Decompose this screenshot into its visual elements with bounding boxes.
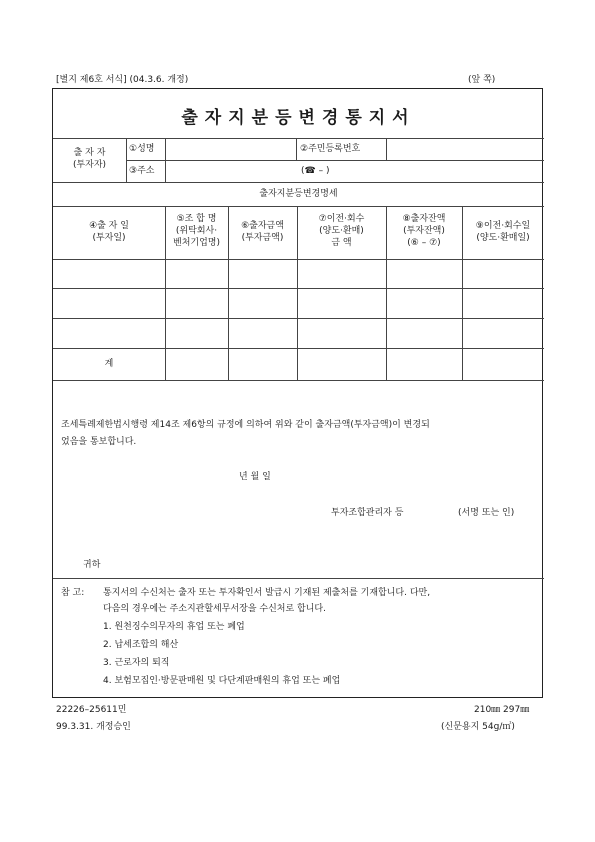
phone-hint: (☎ – ) [301,166,330,176]
table-row[interactable] [53,260,544,288]
name-field[interactable] [166,139,295,159]
name-label: ①성명 [129,144,155,154]
form-label: [별지 제6호 서식] (04.3.6. 개정) [56,75,189,85]
address-label: ③주소 [129,166,155,176]
statement-line-1: 조세특례제한법시행령 제14조 제6항의 규정에 의하여 위와 같이 출자금액(투자금액)이 변경되 [61,420,430,430]
column-header-investment-date: ④출 자 일 (투자일) [89,221,129,243]
table-row[interactable] [53,289,544,317]
notes-item: 2. 납세조합의 해산 [103,640,179,650]
notes-line-2: 다음의 경우에는 주소지관할세무서장을 수신처로 합니다. [103,604,326,614]
investor-label: 출 자 자 (투자자) [72,148,107,170]
form-title: 출자지분등변경통지서 [181,108,416,128]
addressee-label: 귀하 [83,560,101,570]
address-field[interactable] [166,161,543,181]
column-header-transfer-date: ⑨이전·회수일 (양도·환매일) [475,221,531,243]
notes-item: 4. 보험모집인·방문판매원 및 다단계판매원의 휴업 또는 폐업 [103,676,341,686]
statement-line-2: 었음을 통보합니다. [61,437,137,447]
column-header-remaining-amount: ⑧출자잔액 (투자잔액) (⑥ – ⑦) [402,214,446,248]
footer-size: 210㎜ 297㎜ [474,705,530,715]
signature-hint: (서명 또는 인) [458,508,515,518]
footer-approval: 99.3.31. 개정승인 [56,722,131,732]
table-row[interactable] [53,319,544,347]
footer-code: 22226–25611민 [56,705,127,715]
notes-prefix: 참 고: [61,588,85,598]
details-section-title: 출자지분등변경명세 [259,189,338,199]
date-line: 년 월 일 [239,472,271,482]
signer-label: 투자조합관리자 등 [331,508,404,518]
column-header-investment-amount: ⑥출자금액 (투자금액) [241,221,284,243]
id-number-label: ②주민등록번호 [300,144,361,154]
page-side-label: (앞 쪽) [468,75,496,85]
notes-item: 3. 근로자의 퇴직 [103,658,170,668]
column-header-transfer-amount: ⑦이전·회수 (양도·환매) 금 액 [318,214,365,248]
id-number-field[interactable] [387,139,543,159]
footer-paper: (신문용지 54g/㎡) [441,722,515,732]
form-frame [52,88,543,698]
column-header-association-name: ⑤조 합 명 (위탁회사· 벤처기업명) [173,214,220,248]
total-row-label: 계 [104,359,114,369]
notes-line-1: 통지서의 수신처는 출자 또는 투자확인서 발급시 기재된 제출처를 기재합니다. 다만, [103,588,431,598]
notes-item: 1. 원천징수의무자의 휴업 또는 폐업 [103,622,245,632]
